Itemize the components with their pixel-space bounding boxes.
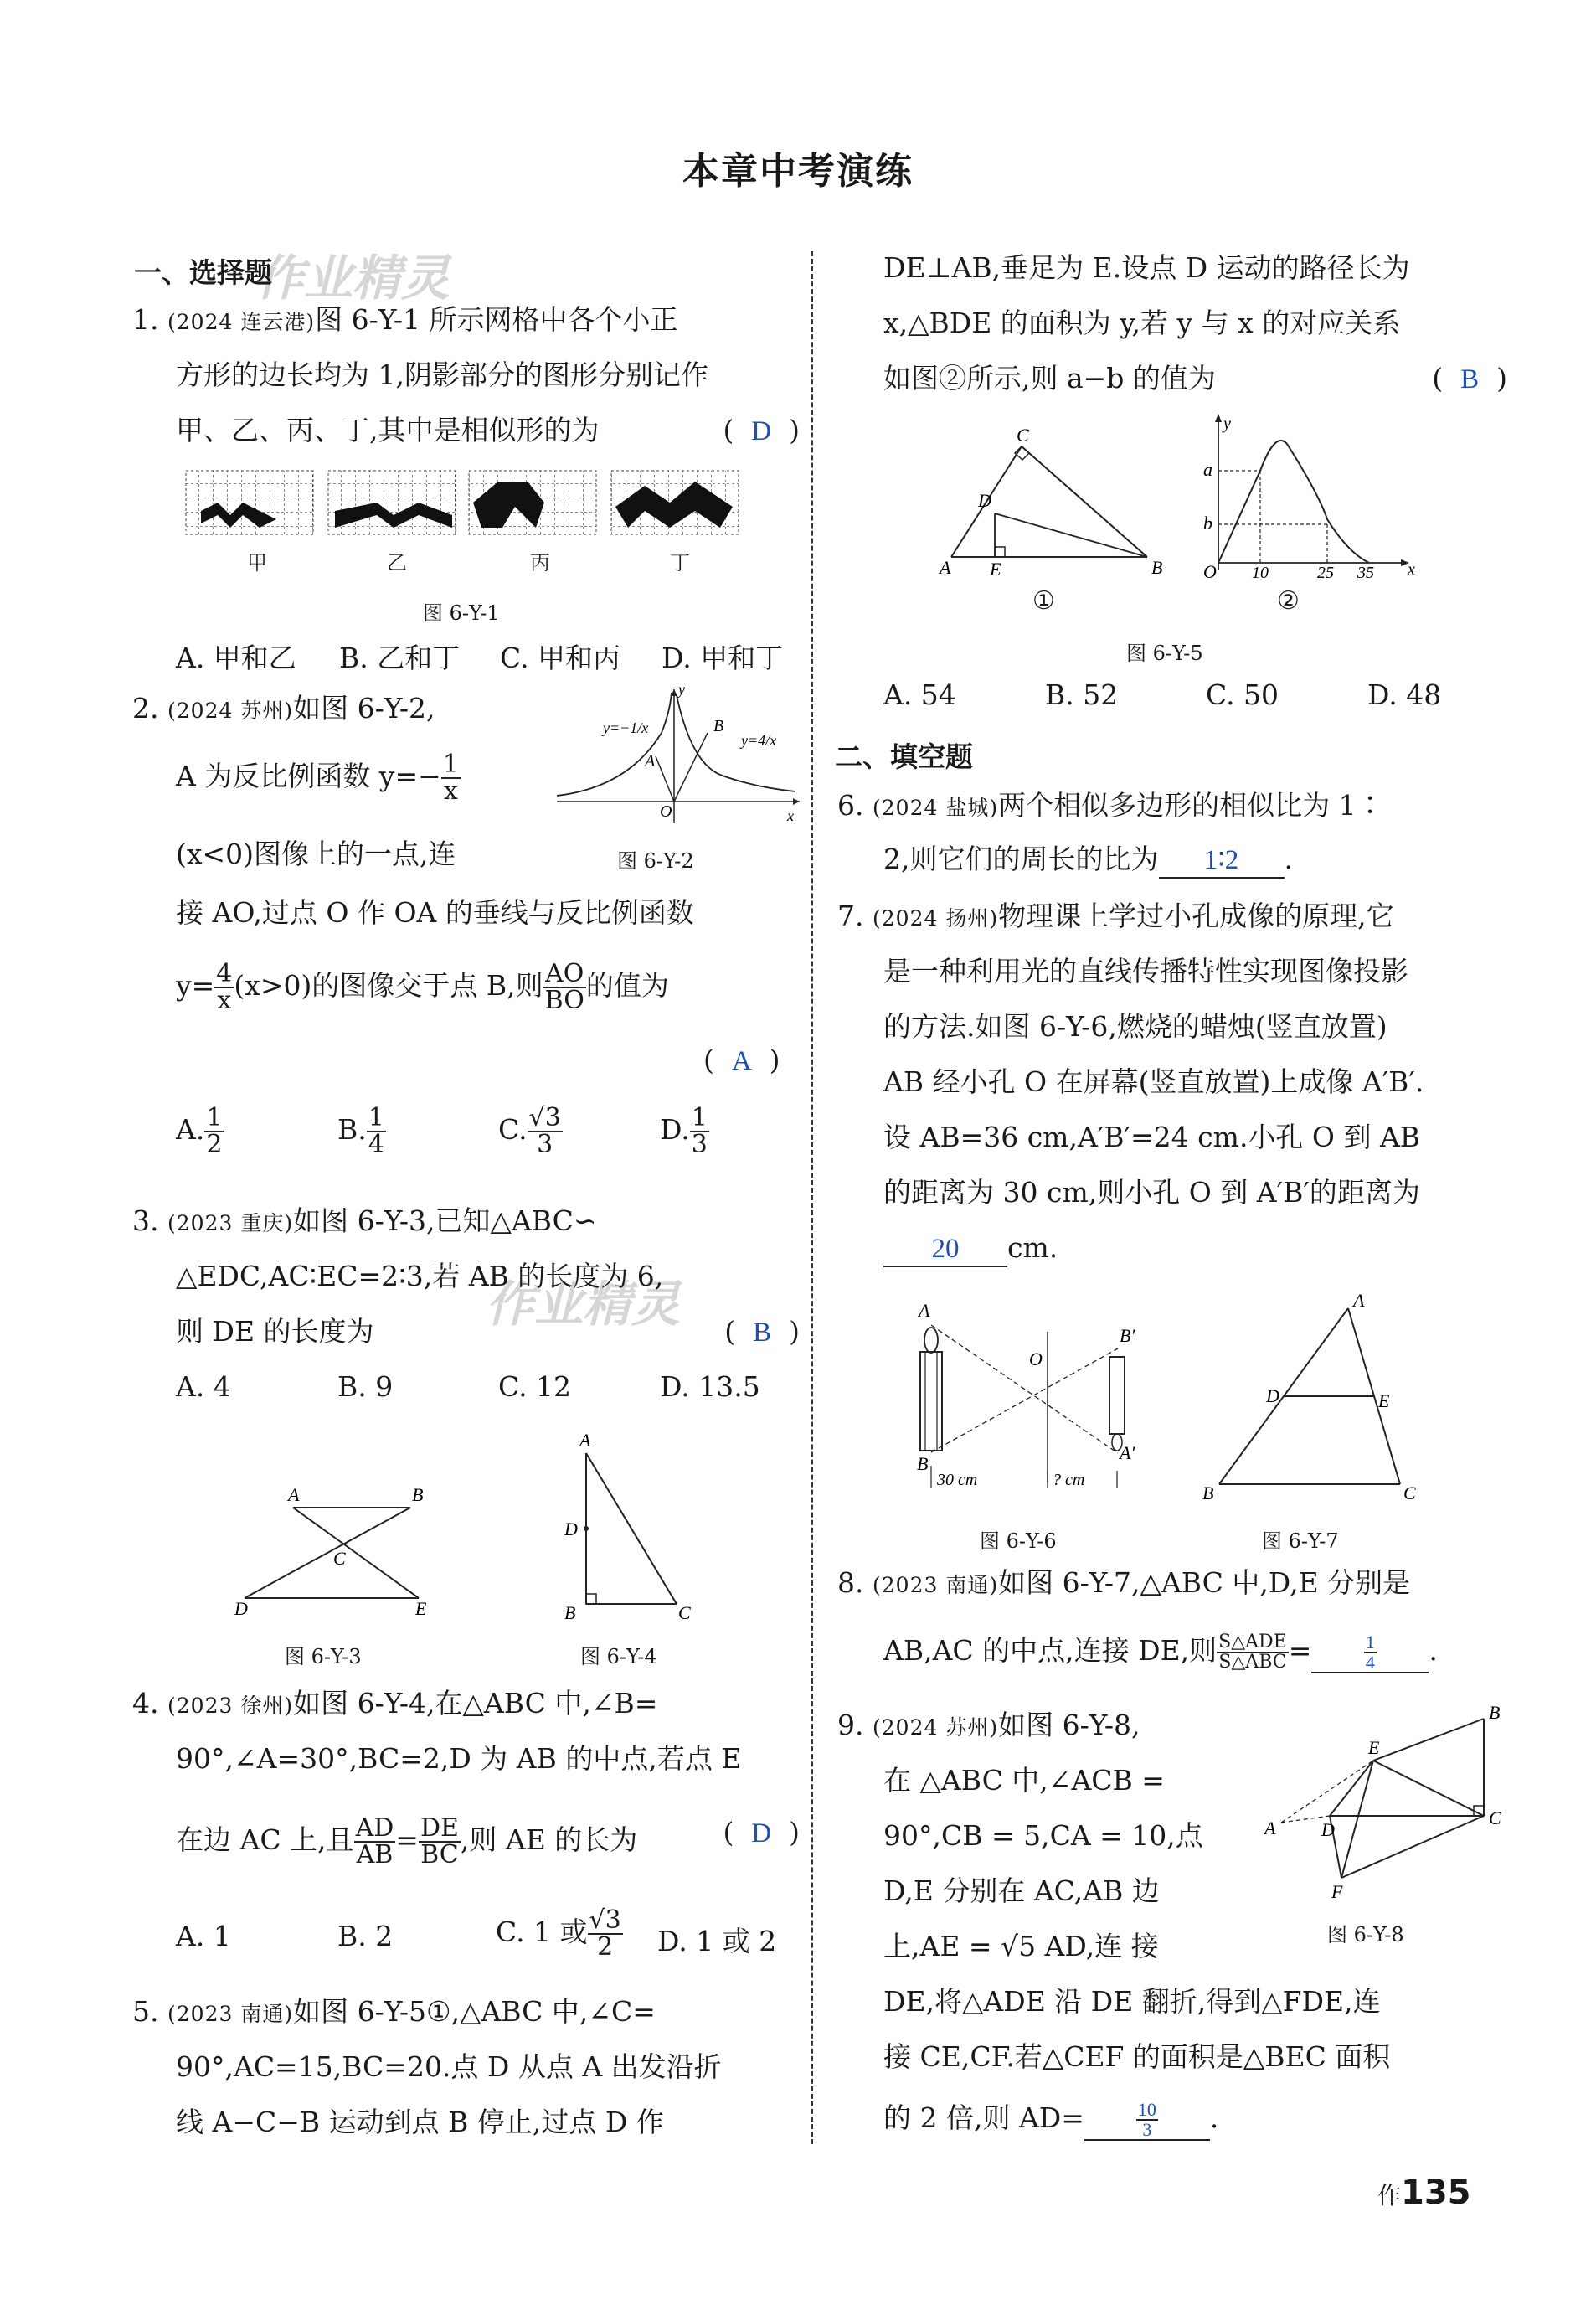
svg-text:A: A [1264,1818,1276,1838]
svg-text:C: C [1403,1482,1416,1503]
q1-answer: D [751,416,772,446]
q7-line1: 7. (2024 扬州)物理课上学过小孔成像的原理,它 [837,900,1394,932]
dist-unknown: ? cm [1053,1471,1085,1489]
q4-option-d: D. 1 或 2 [657,1925,777,1957]
svg-text:B: B [1151,557,1163,578]
q2-answer: A [731,1046,752,1076]
q3-answer: B [753,1317,772,1348]
q8-line2: AB,AC 的中点,连接 DE,则 $\frac{\text{S△ADE}}{\text{S△ABC}}$ = $\frac{1}{4}$ . [883,1632,1438,1673]
q5-caption: 图 6-Y-5 [1126,642,1203,665]
q1-caption: 图 6-Y-1 [423,601,500,625]
q5-sub2: ② [1277,586,1300,616]
svg-text:A: A [940,557,951,578]
figure-6-y-5-2 [1193,410,1419,578]
q2-option-d: D. $\frac{1}{3}$ [660,1103,708,1159]
q1-line2: 方形的边长均为 1,阴影部分的图形分别记作 [176,358,708,391]
q1-option-a: A. 甲和乙 [176,642,296,674]
svg-text:B: B [1202,1482,1214,1503]
figure-6-y-4 [553,1428,720,1621]
q8-line1: 8. (2023 南通)如图 6-Y-7,△ABC 中,D,E 分别是 [837,1566,1411,1599]
figure-6-y-5-1 [938,423,1172,582]
svg-text:B′: B′ [1120,1325,1135,1346]
q7-line3: 的方法.如图 6-Y-6,燃烧的蜡烛(竖直放置) [883,1010,1387,1043]
dist-30cm: 30 cm [937,1471,978,1489]
svg-text:A: A [288,1484,300,1505]
svg-text:D: D [1321,1819,1335,1840]
q3-line3: 则 DE 的长度为 ( B ) [176,1315,800,1348]
page-number: 作135 [1377,2173,1471,2212]
svg-text:F: F [1331,1881,1343,1901]
q5-line6: 如图②所示,则 a−b 的值为 ( B ) [883,362,1507,394]
svg-text:B: B [564,1602,576,1621]
q9-line2: 在 △ABC 中,∠ACB = [883,1764,1165,1797]
q2-line4: 接 AO,过点 O 作 OA 的垂线与反比例函数 [176,896,694,929]
svg-text:C: C [1017,425,1029,446]
q9-line8: 的 2 倍,则 AD= $\frac{10}{3}$ . [883,2099,1219,2140]
q2-figure [553,683,804,825]
q6-answer: 1∶2 [1203,845,1239,875]
q1-label-jia: 甲 [247,551,267,575]
q6-line2: 2,则它们的周长的比为 1∶2 . [883,843,1293,879]
svg-text:O: O [660,802,672,821]
q5-sub1: ① [1032,586,1055,616]
q6-line1: 6. (2024 盐城)两个相似多边形的相似比为 1∶ [837,789,1384,822]
q2-line2: A 为反比例函数 y=− $\frac{1}{x}$ [176,750,459,806]
q4-line1: 4. (2023 徐州)如图 6-Y-4,在△ABC 中,∠B= [132,1687,658,1720]
figure-6-y-8 [1264,1700,1507,1901]
svg-text:O: O [1203,561,1217,578]
svg-text:a: a [1203,459,1212,480]
svg-text:B: B [713,717,724,735]
q2-line3: (x<0)图像上的一点,连 [176,838,456,870]
q4-option-a: A. 1 [176,1920,231,1952]
q9-line1: 9. (2024 苏州)如图 6-Y-8, [837,1709,1140,1741]
svg-text:x: x [787,807,794,824]
q3-line1: 3. (2023 重庆)如图 6-Y-3,已知△ABC∽ [132,1204,597,1237]
section-choice: 一、选择题 [134,256,272,289]
q2-line1: 2. (2024 苏州)如图 6-Y-2, [132,692,435,724]
column-divider [811,251,813,2144]
q3-option-d: D. 13.5 [660,1370,760,1403]
q7-line2: 是一种利用光的直线传播特性实现图像投影 [883,955,1408,987]
q1-figure [184,469,754,561]
q1-option-d: D. 甲和丁 [662,642,784,674]
q1-label-ding: 丁 [670,551,690,575]
q9-caption: 图 6-Y-8 [1327,1923,1404,1946]
svg-text:C: C [1489,1807,1501,1828]
q3-option-c: C. 12 [498,1370,572,1403]
svg-text:E: E [415,1598,427,1616]
q8-caption: 图 6-Y-7 [1262,1529,1339,1553]
figure-6-y-6 [900,1281,1168,1499]
svg-text:A: A [919,1300,930,1321]
watermark: 作业精灵 [255,250,450,307]
q9-line4: D,E 分别在 AC,AB 边 [883,1874,1160,1907]
q5-line2: 90°,AC=15,BC=20.点 D 从点 A 出发沿折 [176,2050,722,2083]
q5-answer: B [1460,364,1480,394]
svg-text:b: b [1203,513,1212,534]
q2-answer-paren: ( A ) [703,1044,780,1076]
q5-line5: x,△BDE 的面积为 y,若 y 与 x 的对应关系 [883,307,1401,339]
svg-text:E: E [990,559,1001,580]
q2-curve-left-label: y=−1/x [603,719,649,736]
q2-option-c: C. $\frac{√3}{3}$ [498,1103,561,1159]
q2-curve-right-label: y=4/x [741,732,777,749]
svg-text:D: D [564,1519,578,1539]
q3-caption: 图 6-Y-3 [285,1645,362,1668]
svg-text:D: D [1266,1385,1279,1406]
q4-line3: 在边 AC 上,且 $\frac{AD}{AB}$ = $\frac{DE}{BC}$ ,则 AE 的长为 ( D ) [176,1813,800,1869]
svg-text:D: D [978,490,991,511]
q1-option-b: B. 乙和丁 [339,642,461,674]
q7-line7: 20 cm. [883,1231,1058,1267]
q5-option-c: C. 50 [1206,678,1279,711]
q8-answer: $\frac{1}{4}$ [1365,1632,1375,1673]
q2-option-a: A. $\frac{1}{2}$ [176,1103,223,1159]
q3-option-a: A. 4 [176,1370,231,1403]
svg-text:A: A [579,1430,591,1451]
q3-line2: △EDC,AC∶EC=2∶3,若 AB 的长度为 6, [176,1260,664,1292]
svg-text:C: C [333,1548,346,1569]
q2-option-b: B. $\frac{1}{4}$ [337,1103,384,1159]
svg-text:B: B [917,1453,929,1474]
q7-answer: 20 [931,1234,960,1264]
q1-label-bing: 丙 [530,551,550,575]
svg-text:y: y [678,683,685,698]
section-fill: 二、填空题 [835,740,973,773]
q1-line1: 1. (2024 连云港)图 6-Y-1 所示网格中各个小正 [132,303,678,336]
q5-option-a: A. 54 [883,678,956,711]
q5-line4: DE⊥AB,垂足为 E.设点 D 运动的路径长为 [883,251,1410,284]
q5-line1: 5. (2023 南通)如图 6-Y-5①,△ABC 中,∠C= [132,1995,656,2028]
q7-line6: 的距离为 30 cm,则小孔 O 到 A′B′的距离为 [883,1176,1420,1209]
svg-text:A: A [645,752,656,771]
q7-line4: AB 经小孔 O 在屏幕(竖直放置)上成像 A′B′. [883,1065,1424,1098]
q4-answer: D [751,1818,772,1849]
svg-text:A: A [1353,1290,1365,1311]
svg-text:A′: A′ [1120,1442,1135,1463]
q9-line3: 90°,CB = 5,CA = 10,点 [883,1819,1203,1852]
svg-text:B: B [412,1484,424,1505]
q2-line5: y= $\frac{4}{x}$ (x>0)的图像交于点 B,则 $\frac{AO}{BO}$ 的值为 [176,959,669,1015]
figure-6-y-7 [1189,1290,1457,1508]
q1-line3: 甲、乙、丙、丁,其中是相似形的为 ( D ) [176,414,800,446]
q7-caption: 图 6-Y-6 [980,1529,1057,1553]
watermark: 作业精灵 [486,1276,681,1333]
svg-text:E: E [1378,1390,1390,1411]
q5-option-d: D. 48 [1367,678,1442,711]
q2-caption: 图 6-Y-2 [617,849,694,873]
tick-35: 35 [1357,564,1374,578]
q4-option-c: C. 1 或 $\frac{√3}{2}$ [496,1905,621,1962]
page-title: 本章中考演练 [682,150,914,193]
q9-line7: 接 CE,CF.若△CEF 的面积是△BEC 面积 [883,2040,1391,2073]
svg-text:x: x [1408,560,1415,578]
svg-text:y: y [1223,415,1231,433]
q9-answer: $\frac{10}{3}$ [1137,2099,1156,2140]
q5-option-b: B. 52 [1045,678,1119,711]
svg-text:O: O [1029,1348,1043,1369]
q1-option-c: C. 甲和丙 [500,642,621,674]
svg-text:E: E [1368,1737,1380,1758]
figure-6-y-3 [226,1474,444,1616]
q9-line6: DE,将△ADE 沿 DE 翻折,得到△FDE,连 [883,1985,1381,2018]
svg-text:D: D [234,1598,248,1616]
q7-line5: 设 AB=36 cm,A′B′=24 cm.小孔 O 到 AB [883,1121,1421,1153]
q9-line5: 上,AE = √5 AD,连 接 [883,1930,1159,1962]
svg-text:C: C [678,1602,691,1621]
q4-option-b: B. 2 [337,1920,394,1952]
tick-25: 25 [1317,564,1334,578]
tick-10: 10 [1252,564,1269,578]
q1-label-yi: 乙 [387,551,407,575]
q4-caption: 图 6-Y-4 [580,1645,657,1668]
q5-line3: 线 A−C−B 运动到点 B 停止,过点 D 作 [176,2106,664,2138]
q4-line2: 90°,∠A=30°,BC=2,D 为 AB 的中点,若点 E [176,1742,742,1775]
svg-text:B: B [1489,1702,1501,1723]
q3-option-b: B. 9 [337,1370,394,1403]
